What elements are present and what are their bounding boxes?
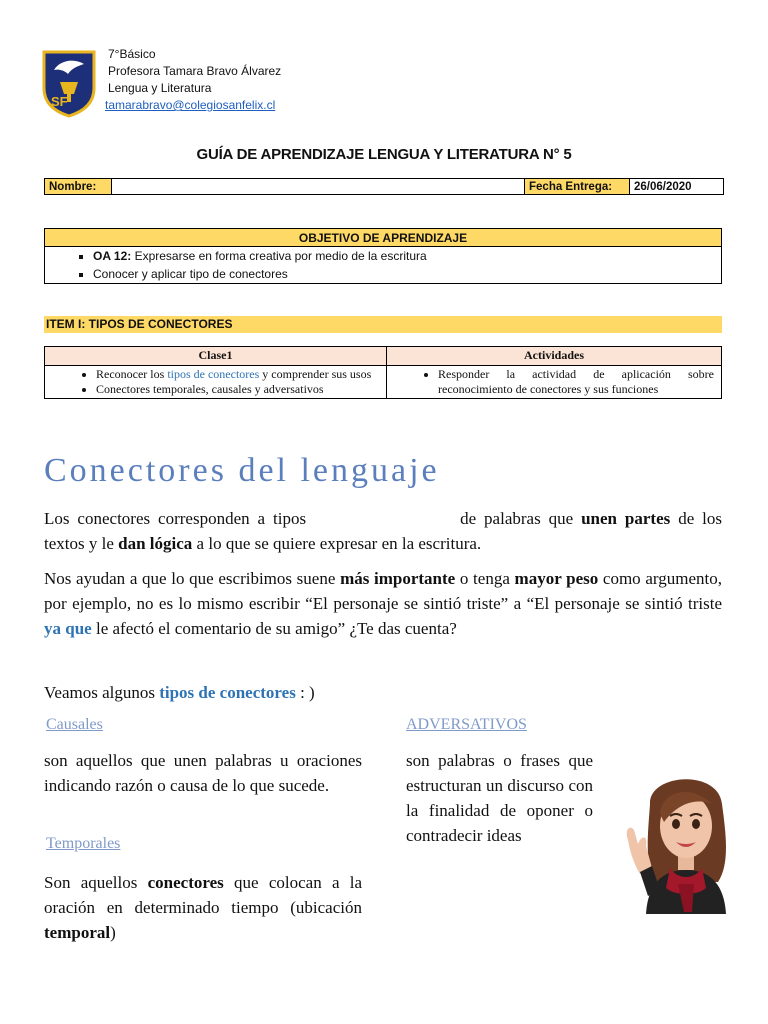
actividades-list — [388, 367, 720, 397]
activities-table — [44, 346, 722, 399]
date-label: Fecha Entrega: — [525, 179, 630, 195]
list-item: • Reconocer los tipos de conectores y comprender sus usos — [96, 367, 385, 382]
causales-heading[interactable]: Causales — [46, 716, 103, 733]
date-value: 26/06/2020 — [630, 179, 724, 195]
page-title: GUÍA DE APRENDIZAJE LENGUA Y LITERATURA N° 5 — [196, 146, 572, 163]
subject-text: Lengua y Literatura — [108, 81, 212, 95]
paragraph-veamos: Veamos algunos tipos de conectores : ) — [44, 683, 315, 702]
item-heading: ITEM I: TIPOS DE CONECTORES — [44, 316, 722, 333]
objective-item — [93, 265, 717, 283]
clase-list — [46, 367, 385, 397]
temporales-heading[interactable]: Temporales — [46, 835, 121, 852]
temporales-text: Son aquellos conectores que colocan a la oración en determinado tiempo (ubicación temporal) — [44, 873, 363, 942]
objective-heading: OBJETIVO DE APRENDIZAJE — [45, 229, 722, 247]
logo-letters: SF — [51, 94, 68, 109]
email-link[interactable]: tamarabravo@colegiosanfelix.cl — [105, 98, 276, 112]
teacher-text: Profesora Tamara Bravo Álvarez — [108, 64, 282, 78]
adversativos-heading[interactable]: ADVERSATIVOS — [406, 716, 527, 733]
objective-list — [49, 247, 717, 283]
teacher-avatar — [622, 764, 750, 914]
objective-text: Conocer y aplicar tipo de conectores — [93, 267, 288, 281]
col-actividades: Actividades — [387, 347, 722, 366]
school-logo — [40, 48, 98, 118]
grade-text: 7°Básico — [108, 47, 156, 61]
objective-code: OA 12: — [93, 249, 132, 263]
objective-item — [93, 247, 717, 265]
paragraph-example: Nos ayudan a que lo que escribimos suene más importante o tenga mayor peso como argumento, por ejemplo, no es lo mismo escribir “El personaje se sintió triste” a “El personaje se sintió triste ya que le afectó el comentario de su amigo” ¿Te das cuenta? — [44, 569, 722, 638]
list-item: • Conectores temporales, causales y adversativos — [96, 382, 385, 397]
col-clase: Clase1 — [45, 347, 387, 366]
list-item: • Responder la actividad de aplicación sobre reconocimiento de conectores y sus funciones — [438, 367, 720, 397]
causales-text: son aquellos que unen palabras u oraciones indicando razón o causa de lo que sucede. — [44, 751, 362, 795]
adversativos-text: son palabras o frases que estructuran un discurso con la finalidad de oponer o contradecir ideas — [406, 751, 593, 845]
name-label: Nombre: — [45, 179, 112, 195]
objective-table — [44, 228, 722, 284]
paragraph-intro: Los conectores corresponden a tipos de palabras que unen partes de los textos y le dan lógica a lo que se quiere expresar en la escritura. — [44, 509, 723, 553]
name-date-table — [44, 178, 724, 195]
section-title: Conectores del lenguaje — [44, 452, 440, 489]
objective-text: Expresarse en forma creativa por medio de la escritura — [131, 249, 427, 263]
name-field[interactable] — [112, 179, 525, 195]
tipos-link[interactable]: tipos de conectores — [167, 367, 260, 381]
